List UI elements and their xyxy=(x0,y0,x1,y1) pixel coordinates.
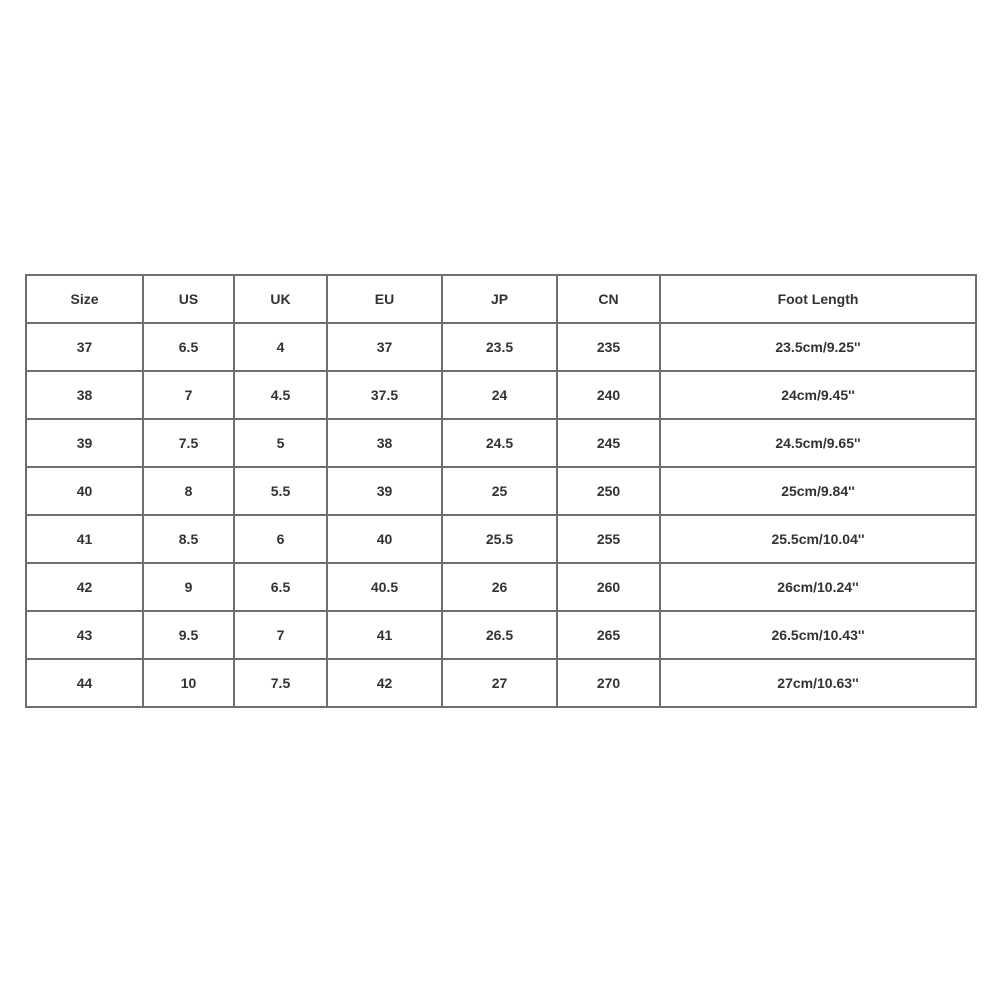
cell-cn: 255 xyxy=(557,515,660,563)
cell-jp: 26.5 xyxy=(442,611,557,659)
cell-eu: 40.5 xyxy=(327,563,442,611)
cell-eu: 37.5 xyxy=(327,371,442,419)
cell-uk: 4.5 xyxy=(234,371,327,419)
cell-size: 41 xyxy=(26,515,143,563)
cell-size: 37 xyxy=(26,323,143,371)
cell-jp: 24.5 xyxy=(442,419,557,467)
table-row xyxy=(26,323,976,371)
cell-foot-length: 26.5cm/10.43'' xyxy=(660,611,976,659)
cell-uk: 4 xyxy=(234,323,327,371)
table-body xyxy=(26,323,976,707)
cell-eu: 37 xyxy=(327,323,442,371)
table-row xyxy=(26,563,976,611)
cell-us: 7.5 xyxy=(143,419,234,467)
cell-foot-length: 24.5cm/9.65'' xyxy=(660,419,976,467)
cell-uk: 6.5 xyxy=(234,563,327,611)
cell-us: 9 xyxy=(143,563,234,611)
header-us: US xyxy=(143,275,234,323)
table-row xyxy=(26,515,976,563)
cell-jp: 26 xyxy=(442,563,557,611)
cell-cn: 260 xyxy=(557,563,660,611)
cell-foot-length: 25.5cm/10.04'' xyxy=(660,515,976,563)
header-cn: CN xyxy=(557,275,660,323)
cell-eu: 38 xyxy=(327,419,442,467)
cell-eu: 39 xyxy=(327,467,442,515)
cell-cn: 265 xyxy=(557,611,660,659)
cell-uk: 6 xyxy=(234,515,327,563)
cell-eu: 41 xyxy=(327,611,442,659)
cell-size: 40 xyxy=(26,467,143,515)
header-uk: UK xyxy=(234,275,327,323)
cell-uk: 7 xyxy=(234,611,327,659)
cell-eu: 42 xyxy=(327,659,442,707)
table-row xyxy=(26,371,976,419)
cell-uk: 5.5 xyxy=(234,467,327,515)
cell-size: 39 xyxy=(26,419,143,467)
header-row xyxy=(26,275,976,323)
cell-jp: 24 xyxy=(442,371,557,419)
cell-eu: 40 xyxy=(327,515,442,563)
cell-cn: 245 xyxy=(557,419,660,467)
cell-cn: 270 xyxy=(557,659,660,707)
table-row xyxy=(26,611,976,659)
cell-cn: 250 xyxy=(557,467,660,515)
table-row xyxy=(26,467,976,515)
cell-jp: 25 xyxy=(442,467,557,515)
cell-us: 8 xyxy=(143,467,234,515)
cell-uk: 5 xyxy=(234,419,327,467)
cell-jp: 27 xyxy=(442,659,557,707)
cell-jp: 23.5 xyxy=(442,323,557,371)
cell-size: 43 xyxy=(26,611,143,659)
cell-foot-length: 26cm/10.24'' xyxy=(660,563,976,611)
cell-size: 38 xyxy=(26,371,143,419)
cell-size: 42 xyxy=(26,563,143,611)
header-jp: JP xyxy=(442,275,557,323)
cell-foot-length: 23.5cm/9.25'' xyxy=(660,323,976,371)
cell-foot-length: 27cm/10.63'' xyxy=(660,659,976,707)
table-row xyxy=(26,419,976,467)
cell-size: 44 xyxy=(26,659,143,707)
header-foot-length: Foot Length xyxy=(660,275,976,323)
header-size: Size xyxy=(26,275,143,323)
cell-us: 7 xyxy=(143,371,234,419)
table-header xyxy=(26,275,976,323)
cell-us: 8.5 xyxy=(143,515,234,563)
cell-cn: 240 xyxy=(557,371,660,419)
cell-us: 10 xyxy=(143,659,234,707)
size-chart-table xyxy=(25,274,977,708)
cell-foot-length: 25cm/9.84'' xyxy=(660,467,976,515)
header-eu: EU xyxy=(327,275,442,323)
cell-us: 6.5 xyxy=(143,323,234,371)
cell-uk: 7.5 xyxy=(234,659,327,707)
cell-us: 9.5 xyxy=(143,611,234,659)
cell-jp: 25.5 xyxy=(442,515,557,563)
table-row xyxy=(26,659,976,707)
cell-foot-length: 24cm/9.45'' xyxy=(660,371,976,419)
cell-cn: 235 xyxy=(557,323,660,371)
